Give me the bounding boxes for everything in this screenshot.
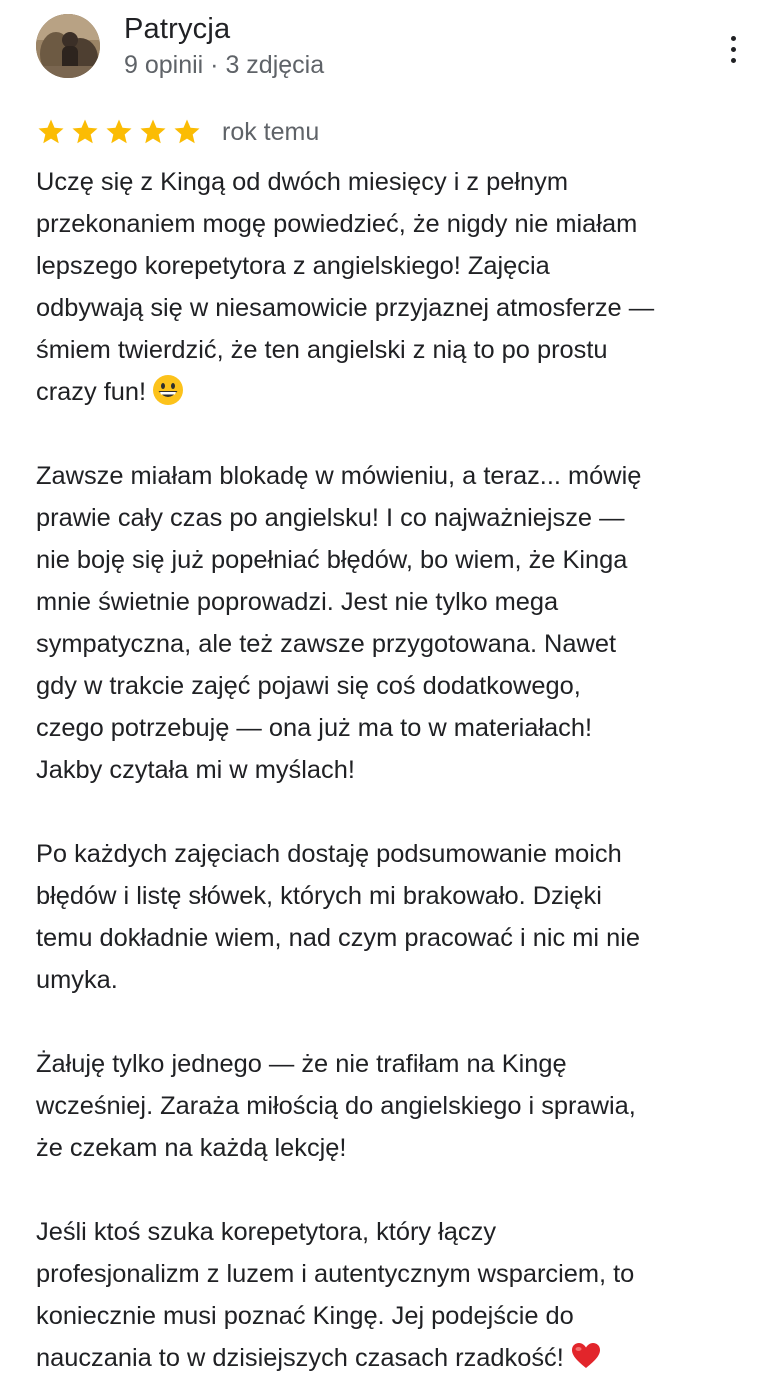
review-text-line: przekonaniem mogę powiedzieć, że nigdy nie miałam — [36, 210, 638, 238]
review-text-line: lepszego korepetytora z angielskiego! Zajęcia — [36, 252, 550, 280]
review-text-line: nauczania to w dzisiejszych czasach rzadkość! — [36, 1337, 748, 1379]
review-text-line: śmiem twierdzić, że ten angielski z nią to po prostu — [36, 336, 608, 364]
review-text-line: prawie cały czas po angielsku! I co najważniejsze — — [36, 504, 625, 532]
review-header — [36, 12, 746, 82]
author-meta: 9 opinii · 3 zdjęcia — [124, 51, 325, 79]
star-icon — [104, 117, 134, 147]
review-text-line: gdy w trakcie zajęć pojawi się coś dodatkowego, — [36, 672, 581, 700]
grinning-face-emoji — [152, 374, 184, 406]
review-text-line: umyka. — [36, 966, 118, 994]
avatar[interactable] — [36, 14, 100, 78]
review-text-line: wcześniej. Zaraża miłością do angielskiego i sprawia, — [36, 1092, 636, 1120]
review-text-line: temu dokładnie wiem, nad czym pracować i nic mi nie — [36, 924, 640, 952]
review-text-line: sympatyczna, ale też zawsze przygotowana. Nawet — [36, 630, 617, 658]
review-text-line: że czekam na każdą lekcję! — [36, 1134, 347, 1162]
review-text-line: mnie świetnie poprowadzi. Jest nie tylko mega — [36, 588, 559, 616]
author-name[interactable]: Patrycja — [124, 13, 231, 45]
review-text-line: nie boję się już popełniać błędów, bo wiem, że Kinga — [36, 546, 628, 574]
star-icon — [138, 117, 168, 147]
star-rating — [36, 117, 206, 147]
review-text-line: Jeśli ktoś szuka korepetytora, który łączy — [36, 1218, 497, 1246]
star-icon — [70, 117, 100, 147]
red-heart-emoji — [570, 1340, 602, 1372]
review-text-line: czego potrzebuję — ona już ma to w materiałach! — [36, 714, 593, 742]
review-text — [36, 161, 748, 1379]
review-text-line: Żałuję tylko jednego — że nie trafiłam na Kingę — [36, 1050, 567, 1078]
review-text-line: koniecznie musi poznać Kingę. Jej podejście do — [36, 1302, 574, 1330]
review-paragraph — [36, 161, 748, 413]
review-text-line: profesjonalizm z luzem i autentycznym wsparciem, to — [36, 1260, 635, 1288]
review-text-line: Uczę się z Kingą od dwóch miesięcy i z pełnym — [36, 168, 569, 196]
star-icon — [36, 117, 66, 147]
rating-row — [36, 114, 319, 150]
review-text-line: Zawsze miałam blokadę w mówieniu, a teraz... mówię — [36, 462, 642, 490]
review-text-line: błędów i listę słówek, których mi brakowało. Dzięki — [36, 882, 602, 910]
star-icon — [172, 117, 202, 147]
review-paragraph — [36, 1211, 748, 1379]
review-paragraph — [36, 1043, 748, 1169]
review-text-line: crazy fun! — [36, 371, 748, 413]
more-vert-icon — [731, 36, 736, 41]
review-date: rok temu — [222, 118, 320, 146]
review-text-line: Jakby czytała mi w myślach! — [36, 756, 355, 784]
review-text-line: odbywają się w niesamowicie przyjaznej atmosferze — — [36, 294, 655, 322]
review-text-line: Po każdych zajęciach dostaję podsumowanie moich — [36, 840, 622, 868]
review-paragraph — [36, 833, 748, 1001]
review-paragraph — [36, 455, 748, 791]
more-options-button[interactable] — [722, 32, 746, 68]
